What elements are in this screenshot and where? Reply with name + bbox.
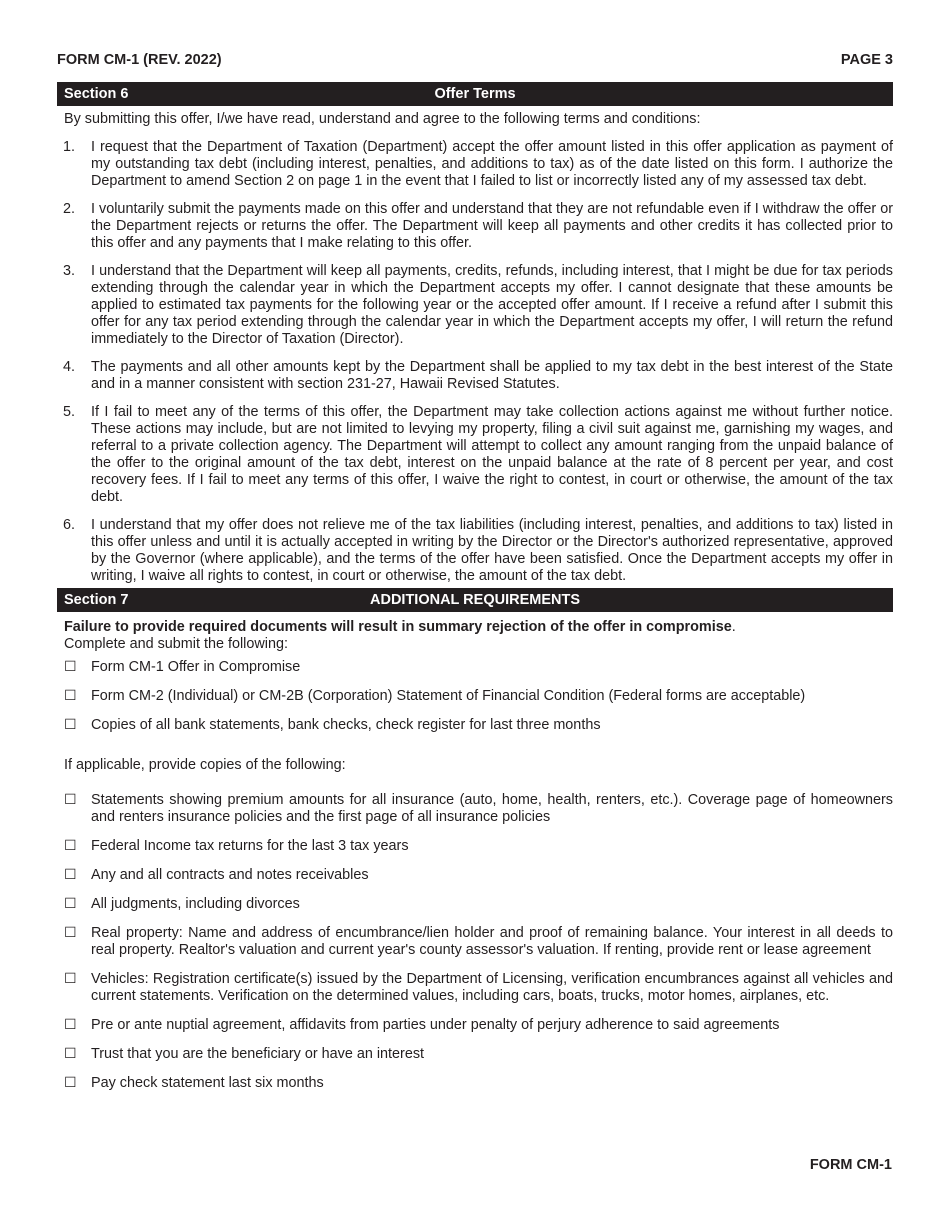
- section-7-label: Section 7: [64, 592, 129, 608]
- optional-doc-item[interactable]: [57, 925, 893, 959]
- optional-doc-item[interactable]: [57, 971, 893, 1005]
- checkbox-icon[interactable]: ☐: [64, 1017, 77, 1033]
- term-item: [57, 139, 893, 190]
- optional-doc-item[interactable]: [57, 792, 893, 826]
- required-doc-label: Form CM-1 Offer in Compromise: [91, 659, 301, 675]
- required-doc-label: Copies of all bank statements, bank checks, check register for last three months: [91, 717, 601, 733]
- term-item: [57, 201, 893, 252]
- term-text: I understand that the Department will keep all payments, credits, refunds, including interest, that I might be due for tax periods extending through the calendar year in which the Department accepts my offer. I cannot designate that these amounts be applied to estimated tax payments for the following year or the accepted offer amount. If I receive a refund after I submit this offer for any tax period extending through the calendar year in which the Department accepts my offer, I will return the refund immediately to the Director of Taxation (Director).: [91, 263, 893, 347]
- optional-doc-label: Trust that you are the beneficiary or have an interest: [91, 1046, 425, 1062]
- optional-doc-label: All judgments, including divorces: [91, 896, 300, 912]
- optional-doc-item[interactable]: [57, 896, 893, 913]
- rejection-warning-text: Failure to provide required documents will result in summary rejection of the offer in compromise: [64, 619, 732, 635]
- optional-doc-item[interactable]: [57, 1046, 893, 1063]
- term-item: [57, 404, 893, 506]
- checkbox-icon[interactable]: ☐: [64, 659, 77, 675]
- optional-doc-label: Real property: Name and address of encumbrance/lien holder and proof of remaining balance. Your interest in all deeds to real property. Realtor's valuation and current year's county assessor's valuation. If renting, provide rent or lease agreement: [91, 925, 893, 958]
- checkbox-icon[interactable]: ☐: [64, 971, 77, 987]
- optional-doc-item[interactable]: [57, 1017, 893, 1034]
- complete-instruction: Complete and submit the following:: [64, 636, 288, 652]
- term-text: The payments and all other amounts kept by the Department shall be applied to my tax debt in the best interest of the State and in a manner consistent with section 231-27, Hawaii Revised Statutes.: [91, 359, 893, 392]
- optional-doc-label: Pay check statement last six months: [91, 1075, 324, 1091]
- term-text: If I fail to meet any of the terms of this offer, the Department may take collection actions against me without further notice. These actions may include, but are not limited to levying my property, filing a civil suit against me, garnishing my wages, and referral to a private collection agency. The Department will attempt to collect any amount ranging from the unpaid balance of the offer to the original amount of the tax debt, interest on the unpaid balance at the rate of 8 percent per year, and cost recovery fees. If I fail to meet any terms of this offer, I waive the right to contest, in court or otherwise, the amount of the tax debt.: [91, 404, 893, 505]
- section-6-header: [57, 82, 893, 106]
- required-doc-item[interactable]: [57, 659, 893, 676]
- term-item: [57, 359, 893, 393]
- term-number: 6.: [63, 517, 76, 533]
- offer-terms-list: [57, 139, 893, 585]
- optional-doc-item[interactable]: [57, 838, 893, 855]
- checkbox-icon[interactable]: ☐: [64, 867, 77, 883]
- term-item: [57, 517, 893, 585]
- checkbox-icon[interactable]: ☐: [64, 925, 77, 941]
- checkbox-icon[interactable]: ☐: [64, 896, 77, 912]
- term-number: 3.: [63, 263, 76, 279]
- rejection-warning: [57, 619, 893, 636]
- optional-doc-label: Federal Income tax returns for the last 3 tax years: [91, 838, 409, 854]
- optional-doc-label: Vehicles: Registration certificate(s) issued by the Department of Licensing, verification encumbrances against all vehicles and current statements. Verification on the determined values, including cars, boats, trucks, motor homes, airplanes, etc.: [91, 971, 893, 1004]
- page-header: [57, 52, 893, 72]
- footer-form-name: FORM CM-1: [809, 1157, 892, 1173]
- optional-doc-label: Statements showing premium amounts for all insurance (auto, home, health, renters, etc.). Coverage page of homeowners and renters insurance policies and the first page of all insurance policies: [91, 792, 893, 825]
- term-number: 5.: [63, 404, 76, 420]
- required-doc-item[interactable]: [57, 688, 893, 705]
- optional-doc-label: Any and all contracts and notes receivables: [91, 867, 369, 883]
- section-7-header: [57, 588, 893, 612]
- optional-doc-label: Pre or ante nuptial agreement, affidavits from parties under penalty of perjury adherence to said agreements: [91, 1017, 780, 1033]
- applicable-instruction: If applicable, provide copies of the following:: [64, 757, 346, 773]
- checkbox-icon[interactable]: ☐: [64, 838, 77, 854]
- term-item: [57, 263, 893, 348]
- checkbox-icon[interactable]: ☐: [64, 792, 77, 808]
- term-number: 2.: [63, 201, 76, 217]
- term-text: I understand that my offer does not relieve me of the tax liabilities (including interest, penalties, and additions to tax) listed in this offer unless and until it is actually accepted in writing by the Director or the Director's authorized representative, approved by the Governor (where applicable), and the terms of the offer have been satisfied. Once the Department accepts my offer in writing, I waive all rights to contest, in court or otherwise, the amount of the tax debt.: [91, 517, 893, 584]
- page-number: PAGE 3: [840, 52, 893, 68]
- term-number: 4.: [63, 359, 76, 375]
- checkbox-icon[interactable]: ☐: [64, 1046, 77, 1062]
- form-id: FORM CM-1 (REV. 2022): [57, 52, 222, 68]
- term-number: 1.: [63, 139, 76, 155]
- section-6-intro: By submitting this offer, I/we have read, understand and agree to the following terms and conditions:: [64, 111, 701, 127]
- checkbox-icon[interactable]: ☐: [64, 1075, 77, 1091]
- section-6-label: Section 6: [64, 86, 129, 102]
- term-text: I voluntarily submit the payments made on this offer and understand that they are not refundable even if I withdraw the offer or the Department rejects or returns the offer. The Department will keep all payments and other credits it has collected prior to this offer and any payments that I make relating to this offer.: [91, 201, 893, 251]
- optional-doc-item[interactable]: [57, 867, 893, 884]
- required-doc-item[interactable]: [57, 717, 893, 734]
- term-text: I request that the Department of Taxation (Department) accept the offer amount listed in this offer application as payment of my outstanding tax debt (including interest, penalties, and additions to tax) as of the date listed on this form. I authorize the Department to amend Section 2 on page 1 in the event that I failed to list or incorrectly listed any of my assessed tax debt.: [91, 139, 893, 189]
- required-doc-label: Form CM-2 (Individual) or CM-2B (Corporation) Statement of Financial Condition (Federal forms are acceptable): [91, 688, 806, 704]
- section-7-title: ADDITIONAL REQUIREMENTS: [370, 592, 580, 608]
- checkbox-icon[interactable]: ☐: [64, 717, 77, 733]
- optional-doc-item[interactable]: [57, 1075, 893, 1092]
- checkbox-icon[interactable]: ☐: [64, 688, 77, 704]
- section-6-title: Offer Terms: [434, 86, 516, 102]
- form-page: [57, 52, 893, 1092]
- rejection-warning-end: .: [731, 619, 736, 635]
